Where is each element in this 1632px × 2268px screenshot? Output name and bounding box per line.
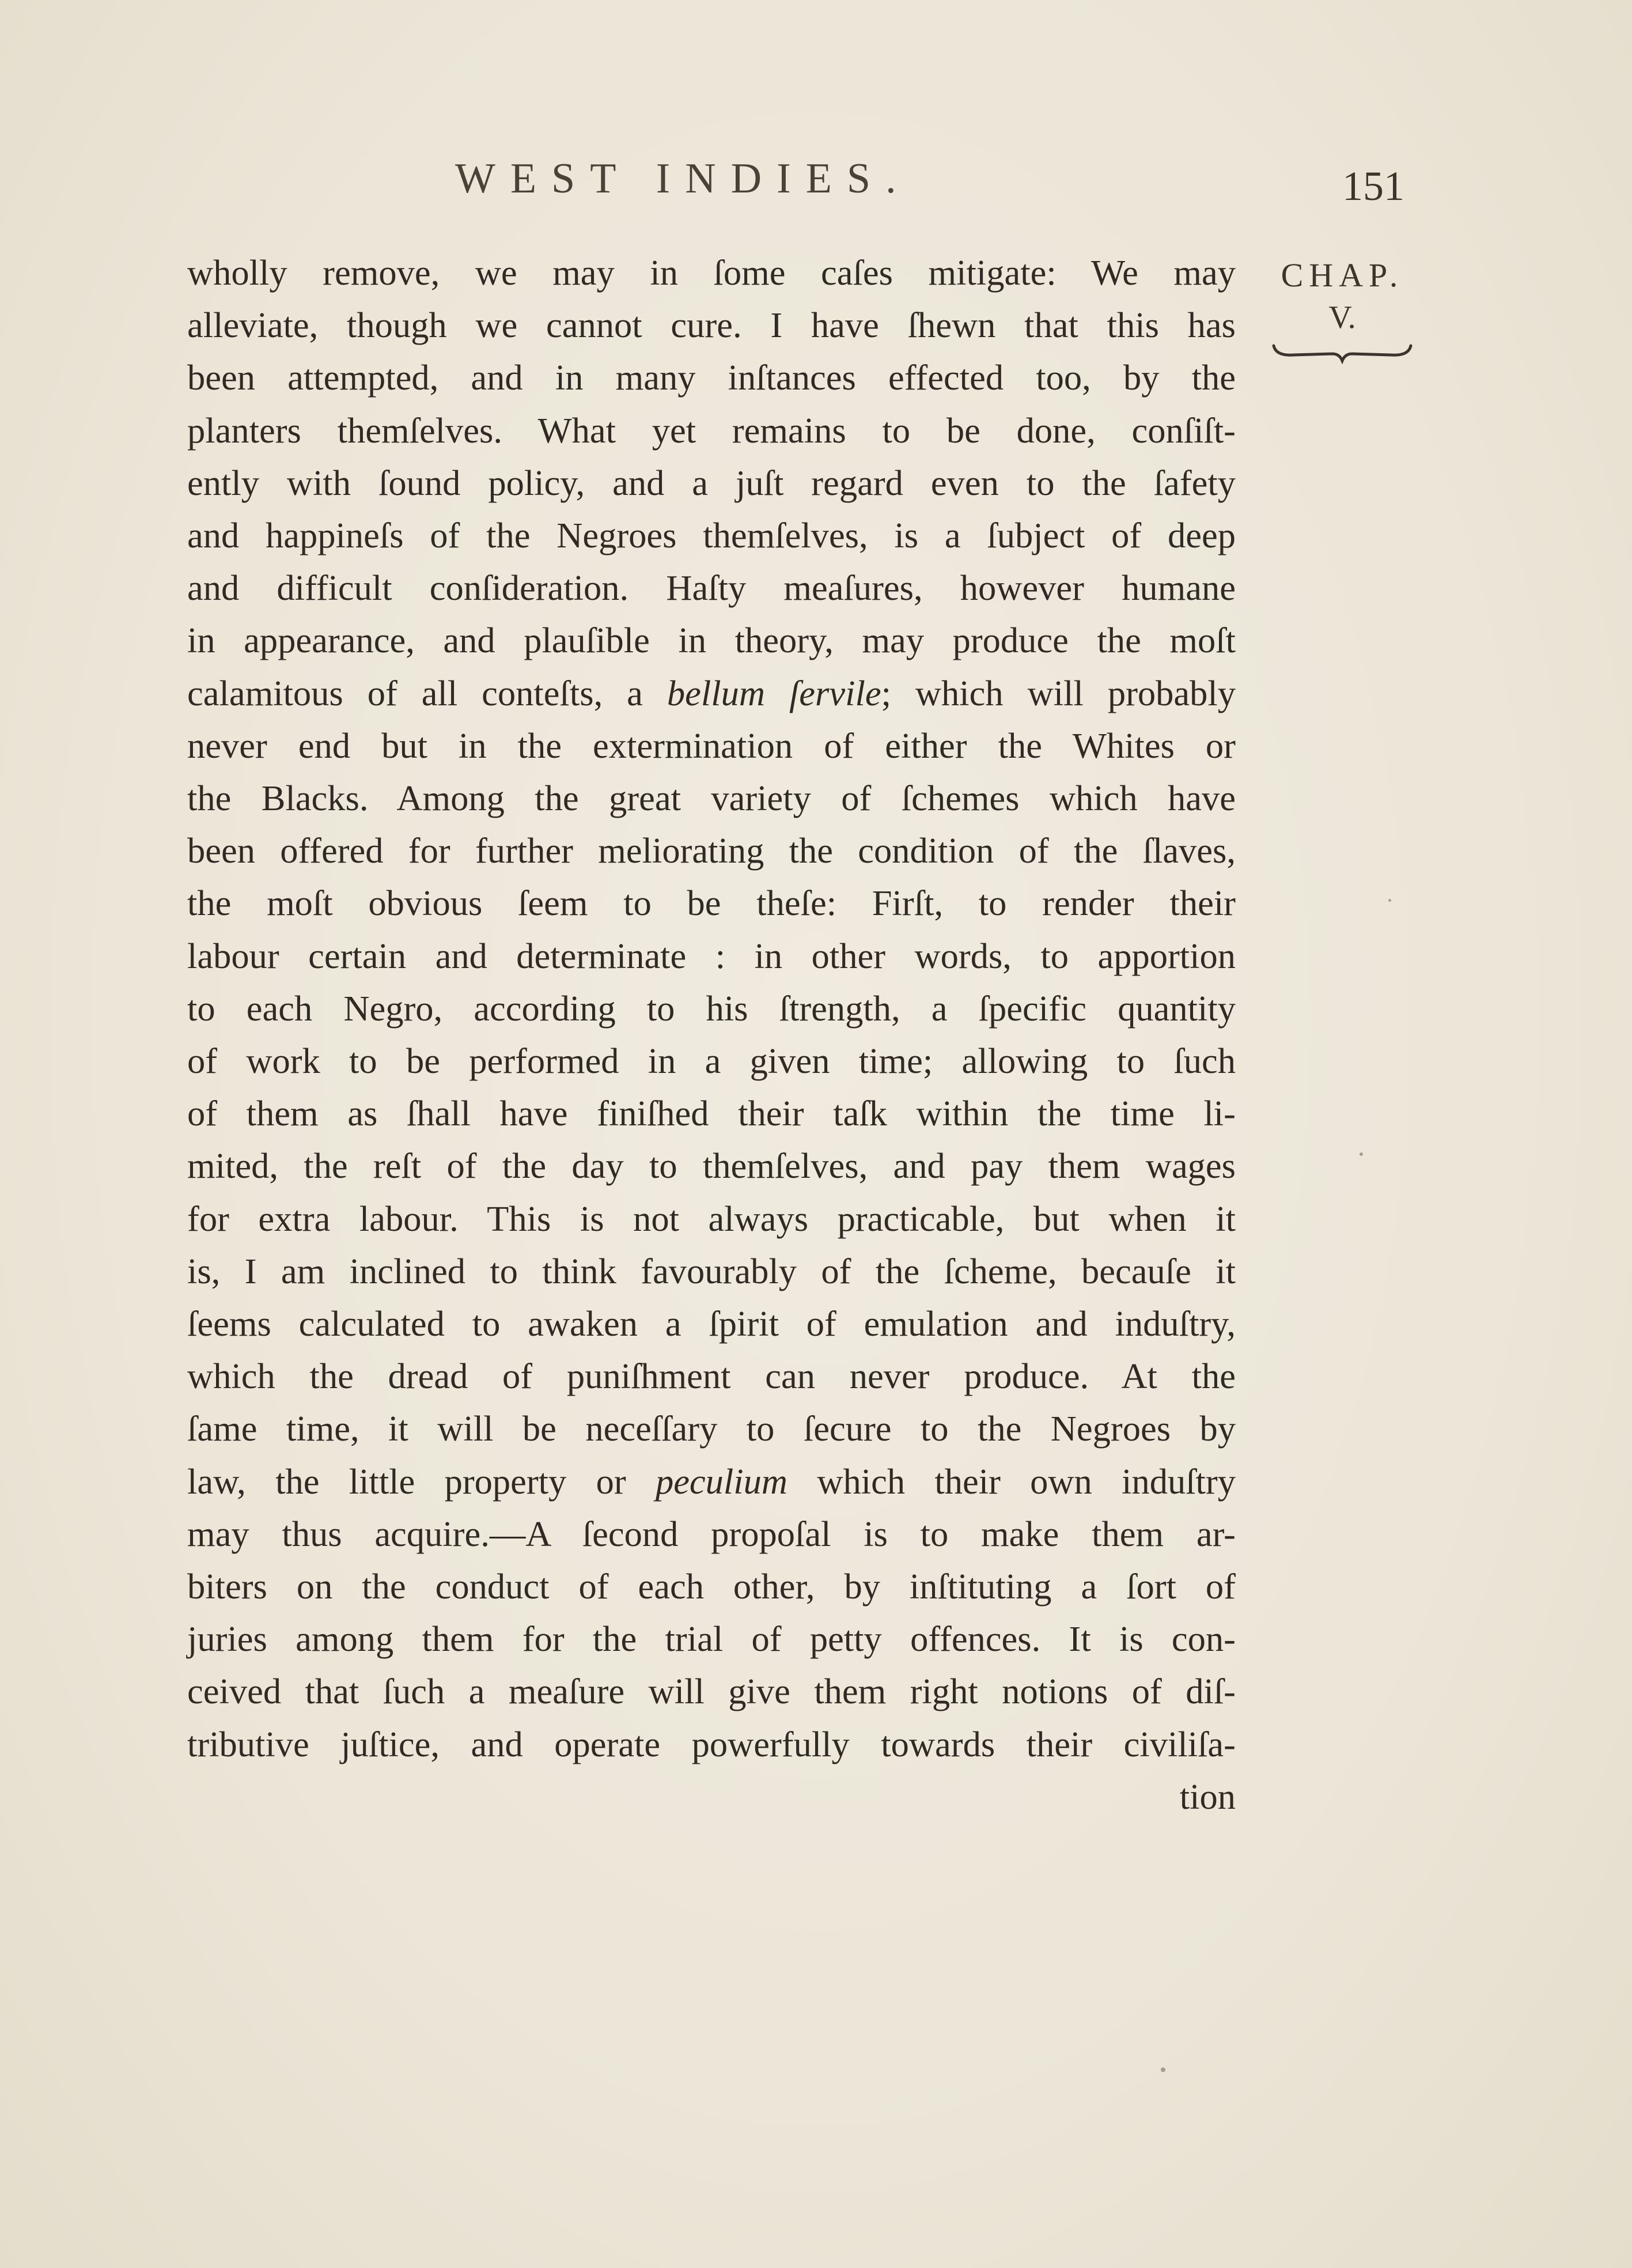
catchword: tion	[1179, 1776, 1236, 1817]
text-segment: which their own induſtry	[787, 1461, 1236, 1502]
running-head: WEST INDIES.	[455, 155, 911, 202]
text-segment: juries among them for the trial of petty offences. It is con-	[187, 1619, 1236, 1660]
text-line	[187, 1298, 1236, 1350]
text-line	[187, 1665, 1236, 1718]
body-text	[187, 247, 1236, 1823]
text-segment: calamitous of all conteſts, a	[187, 672, 667, 713]
text-segment: may thus acquire.—A ſecond propoſal is to make them ar-	[187, 1513, 1236, 1554]
text-segment: ſeems calculated to awaken a ſpirit of emulation and induſtry,	[187, 1303, 1236, 1344]
text-line	[187, 1245, 1236, 1298]
text-segment: been attempted, and in many inſtances effected too, by the	[187, 357, 1236, 398]
paper-speck	[1161, 2067, 1165, 2072]
text-line	[187, 720, 1236, 772]
text-line	[187, 982, 1236, 1035]
text-line	[187, 772, 1236, 825]
text-line	[187, 1140, 1236, 1192]
text-segment: ſame time, it will be neceſſary to ſecure to the Negroes by	[187, 1408, 1236, 1449]
text-line	[187, 1193, 1236, 1245]
text-line	[187, 1403, 1236, 1455]
text-line	[187, 1456, 1236, 1508]
text-line	[187, 1087, 1236, 1140]
text-line	[187, 930, 1236, 982]
text-segment: labour certain and determinate : in other words, to apportion	[187, 935, 1236, 976]
paper-speck	[1360, 1152, 1363, 1156]
text-line	[187, 457, 1236, 509]
text-line	[187, 1350, 1236, 1403]
text-segment: been offered for further meliorating the condition of the ſlaves,	[187, 830, 1236, 871]
text-segment: mited, the reſt of the day to themſelves, and pay them wages	[187, 1146, 1236, 1186]
text-segment: ; which will probably	[881, 672, 1236, 713]
text-segment: the Blacks. Among the great variety of ſchemes which have	[187, 778, 1236, 819]
chapter-margin-note	[1267, 254, 1417, 364]
text-line	[187, 614, 1236, 667]
text-line	[187, 825, 1236, 877]
text-line	[187, 247, 1236, 299]
text-segment: of work to be performed in a given time; allowing to ſuch	[187, 1041, 1236, 1082]
text-segment: to each Negro, according to his ſtrength, a ſpecific quantity	[187, 988, 1236, 1029]
text-segment: which the dread of puniſhment can never produce. At the	[187, 1356, 1236, 1397]
text-line	[187, 351, 1236, 404]
text-segment: in appearance, and plauſible in theory, may produce the moſt	[187, 620, 1236, 661]
text-line	[187, 667, 1236, 720]
italic-phrase: peculium	[655, 1461, 788, 1502]
italic-phrase: bellum ſervile	[667, 672, 881, 713]
text-line	[187, 1035, 1236, 1087]
text-segment: ently with ſound policy, and a juſt regard even to the ſafety	[187, 462, 1236, 503]
text-segment: the moſt obvious ſeem to be theſe: Firſt, to render their	[187, 883, 1236, 924]
text-line	[187, 1508, 1236, 1560]
text-line	[187, 405, 1236, 457]
text-segment: alleviate, though we cannot cure. I have ſhewn that this has	[187, 305, 1236, 346]
text-segment: of them as ſhall have finiſhed their taſk within the time li-	[187, 1093, 1236, 1134]
text-segment: tributive juſtice, and operate powerfully towards their civiliſa-	[187, 1723, 1236, 1764]
text-segment: biters on the conduct of each other, by inſtituting a ſort of	[187, 1566, 1236, 1607]
page-number: 151	[1342, 163, 1404, 209]
text-line	[187, 1560, 1236, 1613]
text-segment: wholly remove, we may in ſome caſes mitigate: We may	[187, 252, 1236, 293]
chapter-number: V.	[1328, 300, 1356, 335]
text-line	[187, 1613, 1236, 1665]
text-segment: law, the little property or	[187, 1461, 656, 1502]
text-line	[187, 877, 1236, 929]
text-segment: and happineſs of the Negroes themſelves, is a ſubject of deep	[187, 515, 1236, 556]
text-line	[187, 1718, 1236, 1771]
text-segment: ceived that ſuch a meaſure will give them right notions of diſ-	[187, 1671, 1236, 1712]
paper-speck	[1388, 899, 1391, 902]
text-segment: and difficult conſideration. Haſty meaſures, however humane	[187, 568, 1236, 608]
text-segment: for extra labour. This is not always practicable, but when it	[187, 1198, 1236, 1239]
text-segment: never end but in the extermination of either the Whites or	[187, 725, 1236, 766]
text-segment: is, I am inclined to think favourably of the ſcheme, becauſe it	[187, 1250, 1236, 1291]
chapter-brace-ornament	[1270, 341, 1414, 364]
text-line	[187, 562, 1236, 614]
chapter-label: CHAP.	[1281, 256, 1404, 294]
text-line	[187, 299, 1236, 351]
text-segment: planters themſelves. What yet remains to be done, conſiſt-	[187, 410, 1236, 451]
text-line	[187, 509, 1236, 562]
